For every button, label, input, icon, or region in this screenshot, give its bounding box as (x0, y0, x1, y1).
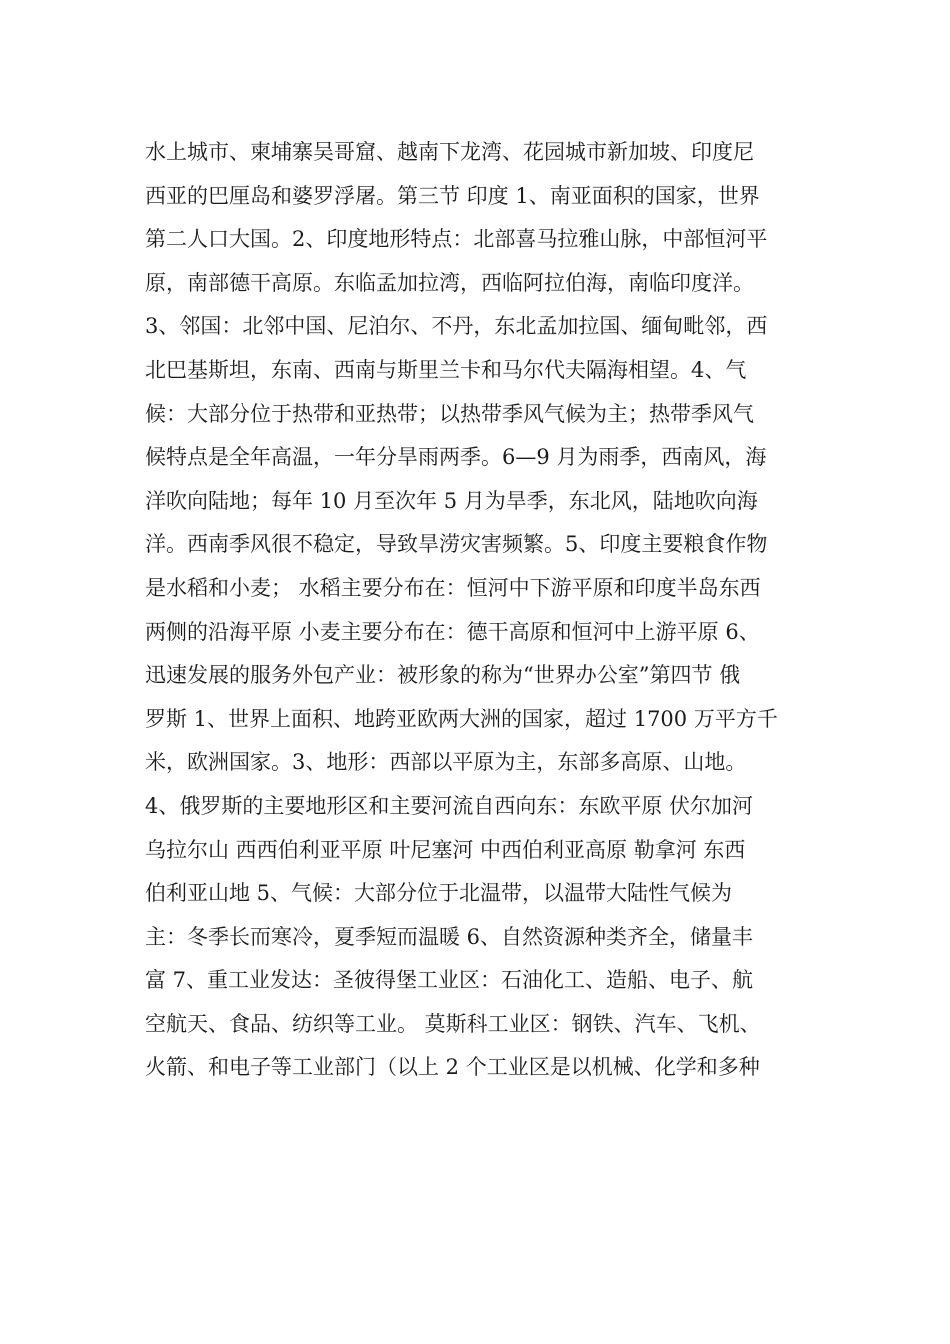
text-line: 乌拉尔山 西西伯利亚平原 叶尼塞河 中西伯利亚高原 勒拿河 东西 (145, 837, 746, 862)
text-line: 空航天、食品、纺织等工业。 莫斯科工业区：钢铁、汽车、飞机、 (145, 1011, 761, 1036)
text-line: 西亚的巴厘岛和婆罗浮屠。第三节 印度 1、南亚面积的国家，世界 (145, 183, 760, 208)
text-line: 两侧的沿海平原 小麦主要分布在：德干高原和恒河中上游平原 6、 (145, 619, 760, 644)
text-line: 米，欧洲国家。3、地形：西部以平原为主，东部多高原、山地。 (145, 750, 747, 775)
body-text (145, 131, 815, 1090)
text-line: 洋吹向陆地；每年 10 月至次年 5 月为旱季，东北风，陆地吹向海 (145, 488, 758, 513)
text-line: 罗斯 1、世界上面积、地跨亚欧两大洲的国家，超过 1700 万平方千 (145, 706, 778, 731)
text-line: 伯利亚山地 5、气候：大部分位于北温带，以温带大陆性气候为 (145, 881, 733, 906)
text-line: 3、邻国：北邻中国、尼泊尔、不丹，东北孟加拉国、缅甸毗邻，西 (145, 314, 768, 339)
text-line: 火箭、和电子等工业部门（以上 2 个工业区是以机械、化学和多种 (145, 1055, 760, 1080)
text-line: 第二人口大国。2、印度地形特点：北部喜马拉雅山脉，中部恒河平 (145, 227, 768, 252)
text-line: 是水稻和小麦； 水稻主要分布在：恒河中下游平原和印度半岛东西 (145, 575, 761, 600)
text-line: 原，南部德干高原。东临孟加拉湾，西临阿拉伯海，南临印度洋。 (145, 270, 754, 295)
text-line: 4、俄罗斯的主要地形区和主要河流自西向东：东欧平原 伏尔加河 (145, 793, 754, 818)
text-line: 富 7、重工业发达：圣彼得堡工业区：石油化工、造船、电子、航 (145, 968, 754, 993)
text-line: 候：大部分位于热带和亚热带；以热带季风气候为主；热带季风气 (145, 401, 754, 426)
text-line: 北巴基斯坦，东南、西南与斯里兰卡和马尔代夫隔海相望。4、气 (145, 357, 747, 382)
text-line: 洋。西南季风很不稳定，导致旱涝灾害频繁。5、印度主要粮食作物 (145, 532, 768, 557)
text-line: 候特点是全年高温，一年分旱雨两季。6—9 月为雨季，西南风，海 (145, 445, 767, 470)
text-line: 迅速发展的服务外包产业：被形象的称为“世界办公室”第四节 俄 (145, 663, 741, 688)
text-line: 主：冬季长而寒冷，夏季短而温暖 6、自然资源种类齐全，储量丰 (145, 924, 754, 949)
text-line: 水上城市、柬埔寨吴哥窟、越南下龙湾、花园城市新加坡、印度尼 (145, 140, 754, 164)
